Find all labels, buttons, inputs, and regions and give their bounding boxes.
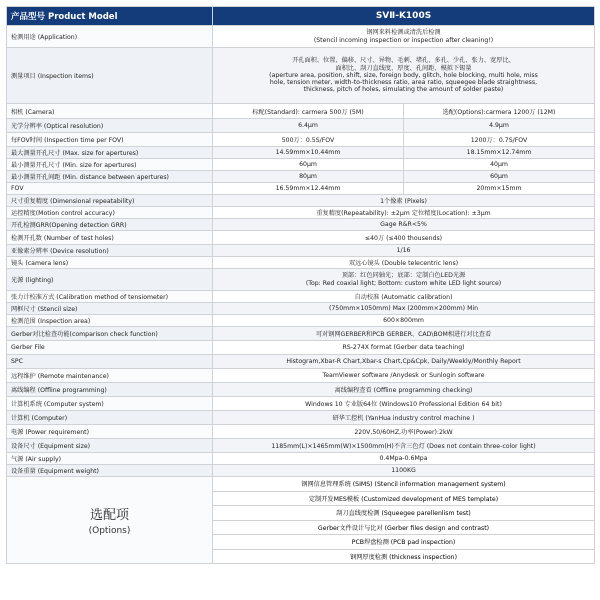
spec-label: 光学分辨率 (Optical resolution) bbox=[7, 119, 213, 133]
spec-value-option: 18.15mm×12.74mm bbox=[404, 147, 595, 159]
spec-value-standard: 14.59mm×10.44mm bbox=[213, 147, 404, 159]
spec-row bbox=[7, 315, 595, 327]
option-item: 刮刀直线度检测 (Squeegee parellenlism test) bbox=[213, 506, 595, 521]
spec-label: 电源 (Power requirement) bbox=[7, 425, 213, 439]
spec-label: 相机 (Camera) bbox=[7, 104, 213, 119]
spec-value-standard: 6.4μm bbox=[213, 119, 404, 133]
spec-label: 离线编程 (Offline programming) bbox=[7, 383, 213, 397]
spec-row bbox=[7, 439, 595, 453]
product-model-value: SVⅡ-K100S bbox=[213, 7, 595, 26]
spec-row bbox=[7, 383, 595, 397]
spec-row bbox=[7, 397, 595, 411]
header-row bbox=[7, 7, 595, 26]
spec-value: 220V,50/60HZ,功率(Power):2kW bbox=[213, 425, 595, 439]
spec-row bbox=[7, 26, 595, 48]
spec-row bbox=[7, 341, 595, 355]
option-item: 定制开发MES模板 (Customized development of MES template) bbox=[213, 491, 595, 506]
spec-value-option: 1200万：0.7S/FOV bbox=[404, 133, 595, 147]
options-label-en: (Options) bbox=[88, 526, 131, 536]
spec-table-body bbox=[7, 7, 595, 564]
spec-row bbox=[7, 303, 595, 315]
spec-label: 开孔检测GRR(Opening detection GRR) bbox=[7, 219, 213, 231]
spec-label: 光源 (lighting) bbox=[7, 269, 213, 291]
spec-label: 镜头 (camera lens) bbox=[7, 257, 213, 269]
spec-value-standard: 60μm bbox=[213, 159, 404, 171]
spec-value: TeamViewer software /Anydesk or Sunlogin software bbox=[213, 369, 595, 383]
spec-label: FOV bbox=[7, 183, 213, 195]
spec-label: SPC bbox=[7, 355, 213, 369]
option-item: PCB焊盘检测 (PCB pad inspection) bbox=[213, 535, 595, 550]
spec-row bbox=[7, 425, 595, 439]
spec-value: 重复精度(Repeatability): ±2μm 定位精度(Location): ±3μm bbox=[213, 207, 595, 219]
spec-row bbox=[7, 171, 595, 183]
spec-row bbox=[7, 245, 595, 257]
spec-label: 最大测量开孔尺寸 (Max. size for apertures) bbox=[7, 147, 213, 159]
spec-value-standard: 标配(Standard): carmera 500万 (5M) bbox=[213, 104, 404, 119]
spec-row bbox=[7, 231, 595, 245]
spec-value: Gage R&R<5% bbox=[213, 219, 595, 231]
spec-value: 1185mm(L)×1465mm(W)×1500mm(H)不含三色灯 (Does not contain three-color light) bbox=[213, 439, 595, 453]
spec-row bbox=[7, 159, 595, 171]
spec-value: 自动校准 (Automatic calibration) bbox=[213, 291, 595, 303]
spec-value: 1/16 bbox=[213, 245, 595, 257]
spec-value: 顶部：红色同轴光；底部：定制白色LED光源 (Top: Red coaxial light; Bottom: custom white LED light source) bbox=[213, 269, 595, 291]
spec-value: 开孔面积、位置、偏移、尺寸、异物、毛刺、堵孔、多孔、少孔、张力、宽厚比、 面积比、刮刀直线度、厚度、孔间距、模拟下锡量 (aperture area, position, shift, size, foreign body, glitch, hole blocking, multi hole, miss hole, tension meter, width-to-thickness ratio, area ratio, squeegee blade straightness, thickness, pitch of holes, simulating the amount of solder paste) bbox=[213, 48, 595, 104]
spec-label: 检测范围 (Inspection area) bbox=[7, 315, 213, 327]
spec-row bbox=[7, 119, 595, 133]
spec-value-standard: 80μm bbox=[213, 171, 404, 183]
options-row bbox=[7, 477, 595, 492]
spec-row bbox=[7, 133, 595, 147]
spec-value-standard: 16.59mm×12.44mm bbox=[213, 183, 404, 195]
spec-value: ≤40万 (≤400 thousends) bbox=[213, 231, 595, 245]
spec-value-option: 40μm bbox=[404, 159, 595, 171]
spec-row bbox=[7, 291, 595, 303]
options-label-zh: 选配项 bbox=[89, 508, 129, 523]
spec-value-option: 选配(Options):carmera 1200万 (12M) bbox=[404, 104, 595, 119]
option-item: 钢网信息管理系统 (SIMS) (Stencil information management system) bbox=[213, 477, 595, 492]
spec-value: 0.4Mpa-0.6Mpa bbox=[213, 453, 595, 465]
spec-row bbox=[7, 465, 595, 477]
spec-value: 钢网来料检测或清洗后检测 (Stencil incoming inspection or inspection after cleaning!) bbox=[213, 26, 595, 48]
spec-value: RS-274X format (Gerber data teaching) bbox=[213, 341, 595, 355]
spec-row bbox=[7, 207, 595, 219]
spec-row bbox=[7, 411, 595, 425]
option-item: Gerber文件设计与比对 (Gerber files design and contrast) bbox=[213, 520, 595, 535]
spec-row bbox=[7, 104, 595, 119]
spec-value: (750mm×1050mm) Max (200mm×200mm) Min bbox=[213, 303, 595, 315]
options-label bbox=[7, 477, 213, 564]
spec-value: 可对钢网GERBER和PCB GERBER、CAD\BOM相进行对比查看 bbox=[213, 327, 595, 341]
spec-row bbox=[7, 355, 595, 369]
spec-label: 最小测量开孔间距 (Min. distance between apertures) bbox=[7, 171, 213, 183]
spec-row bbox=[7, 195, 595, 207]
spec-value-option: 4.9μm bbox=[404, 119, 595, 133]
spec-value: 双远心镜头 (Double telecentric lens) bbox=[213, 257, 595, 269]
spec-label: 测量项目 (Inspection items) bbox=[7, 48, 213, 104]
spec-label: 运控精度(Motion control accuracy) bbox=[7, 207, 213, 219]
spec-value-option: 60μm bbox=[404, 171, 595, 183]
spec-value-option: 20mm×15mm bbox=[404, 183, 595, 195]
spec-value: 1个像素 (Pixels) bbox=[213, 195, 595, 207]
spec-row bbox=[7, 327, 595, 341]
spec-label: 计算机 (Computer) bbox=[7, 411, 213, 425]
spec-label: 尺寸重复精度 (Dimensional repeatability) bbox=[7, 195, 213, 207]
spec-row bbox=[7, 183, 595, 195]
spec-label: 计算机系统 (Computer system) bbox=[7, 397, 213, 411]
spec-label: 每FOV时间 (Inspection time per FOV) bbox=[7, 133, 213, 147]
spec-row bbox=[7, 453, 595, 465]
spec-row bbox=[7, 269, 595, 291]
spec-label: 张力计校准方式 (Calibration method of tensiometer) bbox=[7, 291, 213, 303]
spec-label: Gerber File bbox=[7, 341, 213, 355]
spec-label: Gerber对比检查功能(comparison check function) bbox=[7, 327, 213, 341]
spec-value: 研华工控机 (YanHua industry control machine ) bbox=[213, 411, 595, 425]
spec-value: Windows 10 专业版64位 (Windows10 Professional Edition 64 bit) bbox=[213, 397, 595, 411]
spec-value: 600×800mm bbox=[213, 315, 595, 327]
spec-label: 网框尺寸 (Stencil size) bbox=[7, 303, 213, 315]
spec-label: 亚像素分辨率 (Device resolution) bbox=[7, 245, 213, 257]
spec-label: 设备重量 (Equipment weight) bbox=[7, 465, 213, 477]
spec-row bbox=[7, 147, 595, 159]
spec-row bbox=[7, 48, 595, 104]
spec-row bbox=[7, 219, 595, 231]
spec-label: 气源 (Air supply) bbox=[7, 453, 213, 465]
spec-table bbox=[6, 6, 595, 564]
spec-row bbox=[7, 257, 595, 269]
spec-row bbox=[7, 369, 595, 383]
option-item: 钢网厚度检测 (thickness inspection) bbox=[213, 549, 595, 564]
spec-label: 最小测量开孔尺寸 (Min. size for apertures) bbox=[7, 159, 213, 171]
spec-label: 检测开孔数 (Number of test holes) bbox=[7, 231, 213, 245]
spec-value: 离线编程查看 (Offline programming checking) bbox=[213, 383, 595, 397]
spec-label: 设备尺寸 (Equipment size) bbox=[7, 439, 213, 453]
spec-value: Histogram,Xbar-R Chart,Xbar-s Chart,Cp&Cpk, Daily/Weekly/Monthly Report bbox=[213, 355, 595, 369]
spec-label: 远程维护 (Remote maintenance) bbox=[7, 369, 213, 383]
spec-value-standard: 500万：0.5S/FOV bbox=[213, 133, 404, 147]
spec-value: 1100KG bbox=[213, 465, 595, 477]
spec-label: 检测用途 (Application) bbox=[7, 26, 213, 48]
product-model-label: 产品型号 Product Model bbox=[7, 7, 213, 26]
